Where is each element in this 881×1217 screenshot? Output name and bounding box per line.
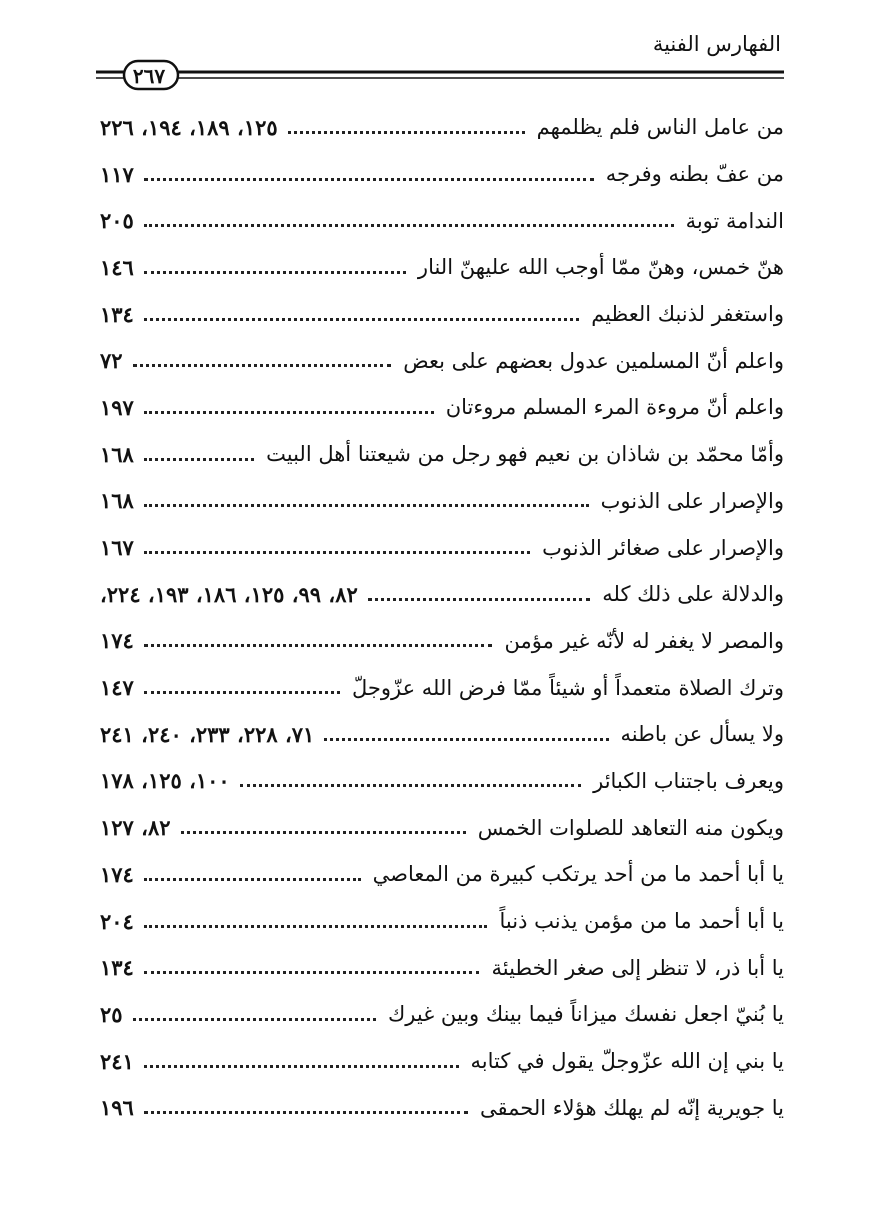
index-entry — [100, 478, 784, 525]
entry-page-refs: ١٩٧ — [100, 394, 134, 420]
index-entry — [100, 431, 784, 478]
entry-page-refs: ٨٢، ١٢٧ — [100, 815, 171, 841]
entry-leader-dots — [133, 364, 392, 367]
entry-page-refs: ١٧٤ — [100, 628, 134, 654]
entry-leader-dots — [288, 131, 525, 134]
index-entry — [100, 804, 784, 851]
entry-leader-dots — [324, 738, 608, 741]
entry-text: من عفّ بطنه وفرجه — [605, 162, 784, 187]
entry-leader-dots — [144, 878, 361, 881]
entry-leader-dots — [144, 925, 488, 928]
entry-page-refs: ٢٠٤ — [100, 908, 134, 934]
entry-page-refs: ١١٧ — [100, 161, 134, 187]
index-entry — [100, 104, 784, 151]
entry-text: ولا يسأل عن باطنه — [620, 722, 784, 747]
index-entry — [100, 197, 784, 244]
entry-text: وترك الصلاة متعمداً أو شيئاً ممّا فرض الله عزّوجلّ — [351, 675, 784, 700]
entry-text: ويعرف باجتناب الكبائر — [593, 768, 784, 793]
entry-page-refs: ١٦٨ — [100, 441, 134, 467]
entry-page-refs: ٧١، ٢٢٨، ٢٣٣، ٢٤٠، ٢٤١ — [100, 721, 315, 747]
index-entry — [100, 337, 784, 384]
entry-leader-dots — [144, 271, 406, 274]
entry-text: هنّ خمس، وهنّ ممّا أوجب الله عليهنّ النار — [417, 255, 784, 280]
entry-leader-dots — [144, 178, 594, 181]
entry-page-refs: ١٦٧ — [100, 535, 134, 561]
entry-leader-dots — [133, 1018, 376, 1021]
entry-text: من عامل الناس فلم يظلمهم — [536, 115, 784, 140]
entry-leader-dots — [144, 644, 493, 647]
entry-text: والإصرار على الذنوب — [600, 488, 784, 513]
index-entry — [100, 291, 784, 338]
entry-page-refs: ١٣٤ — [100, 301, 134, 327]
entry-page-refs: ٢٠٥ — [100, 208, 134, 234]
entry-page-refs: ١٧٤ — [100, 861, 134, 887]
entry-leader-dots — [181, 831, 466, 834]
index-entry — [100, 384, 784, 431]
entry-leader-dots — [368, 598, 591, 601]
entry-text: ويكون منه التعاهد للصلوات الخمس — [477, 815, 784, 840]
index-entry — [100, 244, 784, 291]
entry-leader-dots — [144, 504, 589, 507]
index-entry — [100, 758, 784, 805]
entry-leader-dots — [144, 318, 579, 321]
entry-page-refs: ١٩٦ — [100, 1095, 134, 1121]
entry-page-refs: ١٠٠، ١٢٥، ١٧٨ — [100, 768, 230, 794]
entry-page-refs: ١٤٧ — [100, 675, 134, 701]
index-entry — [100, 851, 784, 898]
page-number: ٢٦٧ — [132, 64, 166, 88]
running-header-title: الفهارس الفنية — [652, 32, 781, 56]
header-rule — [96, 56, 784, 96]
entry-text: والمصر لا يغفر له لأنّه غير مؤمن — [504, 628, 784, 653]
entry-page-refs: ١٤٦ — [100, 254, 134, 280]
index-entry — [100, 571, 784, 618]
entry-page-refs: ٨٢، ٩٩، ١٢٥، ١٨٦، ١٩٣، ٢٢٤، — [100, 581, 358, 607]
index-entry — [100, 991, 784, 1038]
index-entry — [100, 664, 784, 711]
entry-text: يا جويرية إنّه لم يهلك هؤلاء الحمقى — [480, 1095, 784, 1120]
entry-page-refs: ٢٥ — [100, 1001, 123, 1027]
entry-page-refs: ١٦٨ — [100, 488, 134, 514]
entry-text: يا بني إن الله عزّوجلّ يقول في كتابه — [470, 1049, 784, 1074]
entry-text: والإصرار على صغائر الذنوب — [542, 535, 784, 560]
entry-text: واعلم أنّ مروءة المرء المسلم مروءتان — [445, 395, 784, 420]
entry-leader-dots — [144, 411, 434, 414]
entry-text: الندامة توبة — [685, 208, 784, 233]
index-entry — [100, 151, 784, 198]
entry-text: واستغفر لذنبك العظيم — [591, 302, 784, 327]
index-entry — [100, 944, 784, 991]
entry-leader-dots — [144, 691, 340, 694]
index-entry — [100, 711, 784, 758]
entry-text: يا أبا أحمد ما من أحد يرتكب كبيرة من المعاصي — [372, 862, 784, 887]
entry-leader-dots — [144, 458, 254, 461]
entry-leader-dots — [144, 551, 530, 554]
entry-text: وأمّا محمّد بن شاذان بن نعيم فهو رجل من شيعتنا أهل البيت — [266, 442, 784, 467]
entry-text: واعلم أنّ المسلمين عدول بعضهم على بعض — [403, 348, 784, 373]
index-entry — [100, 618, 784, 665]
index-entries — [100, 104, 784, 1131]
entry-leader-dots — [144, 971, 480, 974]
entry-text: يا أبا ذر، لا تنظر إلى صغر الخطيئة — [491, 955, 784, 980]
entry-page-refs: ٧٢ — [100, 348, 123, 374]
entry-text: يا بُنيّ اجعل نفسك ميزاناً فيما بينك وبين غيرك — [388, 1002, 784, 1027]
index-entry — [100, 1084, 784, 1131]
index-entry — [100, 524, 784, 571]
entry-page-refs: ١٣٤ — [100, 955, 134, 981]
entry-leader-dots — [240, 784, 581, 787]
entry-text: والدلالة على ذلك كله — [602, 582, 784, 607]
entry-leader-dots — [144, 224, 674, 227]
index-entry — [100, 1038, 784, 1085]
entry-text: يا أبا أحمد ما من مؤمن يذنب ذنباً — [499, 909, 784, 934]
entry-leader-dots — [144, 1065, 459, 1068]
index-entry — [100, 898, 784, 945]
entry-page-refs: ٢٤١ — [100, 1048, 134, 1074]
entry-leader-dots — [144, 1111, 468, 1114]
entry-page-refs: ١٢٥، ١٨٩، ١٩٤، ٢٢٦ — [100, 114, 278, 140]
